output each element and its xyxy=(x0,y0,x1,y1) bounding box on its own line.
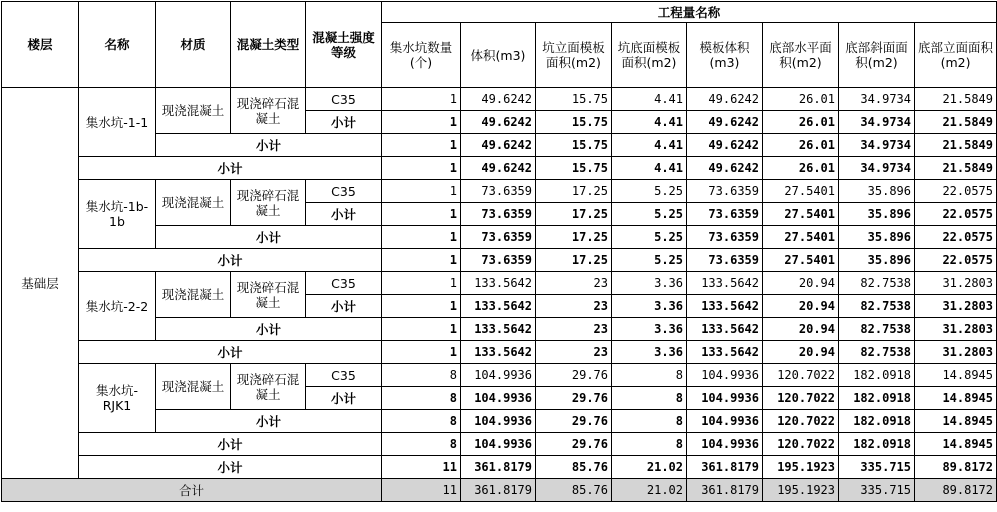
name-subtotal-value: 23 xyxy=(536,341,612,364)
grand-total-label: 合计 xyxy=(2,479,382,502)
name-subtotal-value: 3.36 xyxy=(612,341,687,364)
name-subtotal-value: 8 xyxy=(612,433,687,456)
name-subtotal-value: 34.9734 xyxy=(839,157,915,180)
strength-subtotal-value: 34.9734 xyxy=(839,111,915,134)
detail-value: 17.25 xyxy=(536,180,612,203)
detail-value: 20.94 xyxy=(763,272,839,295)
floor-subtotal-value: 11 xyxy=(382,456,461,479)
pit-name-cell: 集水坑-1-1 xyxy=(79,88,156,157)
material-subtotal-value: 3.36 xyxy=(612,318,687,341)
floor-subtotal-value: 89.8172 xyxy=(915,456,997,479)
name-subtotal-label: 小计 xyxy=(79,433,382,456)
floor-subtotal-label: 小计 xyxy=(79,456,382,479)
header-col-bottom-horizontal[interactable]: 底部水平面积(m2) xyxy=(763,23,839,88)
table-row xyxy=(2,456,997,479)
concrete-type-cell: 现浇碎石混凝土 xyxy=(231,364,306,410)
concrete-type-cell: 现浇碎石混凝土 xyxy=(231,88,306,134)
material-subtotal-value: 4.41 xyxy=(612,134,687,157)
detail-value: 82.7538 xyxy=(839,272,915,295)
table-row xyxy=(2,180,997,203)
pit-name-cell: 集水坑-2-2 xyxy=(79,272,156,341)
detail-value: 26.01 xyxy=(763,88,839,111)
name-subtotal-value: 26.01 xyxy=(763,157,839,180)
floor-subtotal-value: 195.1923 xyxy=(763,456,839,479)
name-subtotal-value: 35.896 xyxy=(839,249,915,272)
strength-cell: C35 xyxy=(306,180,382,203)
strength-subtotal-value: 133.5642 xyxy=(687,295,763,318)
floor-subtotal-value: 361.8179 xyxy=(687,456,763,479)
strength-subtotal-value: 4.41 xyxy=(612,111,687,134)
detail-value: 34.9734 xyxy=(839,88,915,111)
strength-subtotal-value: 17.25 xyxy=(536,203,612,226)
pit-name-cell: 集水坑-RJK1 xyxy=(79,364,156,433)
material-subtotal-value: 104.9936 xyxy=(461,410,536,433)
strength-subtotal-label: 小计 xyxy=(306,295,382,318)
strength-cell: C35 xyxy=(306,272,382,295)
material-subtotal-value: 29.76 xyxy=(536,410,612,433)
strength-subtotal-value: 3.36 xyxy=(612,295,687,318)
name-subtotal-value: 22.0575 xyxy=(915,249,997,272)
table-row xyxy=(2,341,997,364)
header-quantity-group[interactable]: 工程量名称 xyxy=(382,2,997,23)
name-subtotal-value: 73.6359 xyxy=(687,249,763,272)
material-subtotal-value: 73.6359 xyxy=(461,226,536,249)
detail-value: 104.9936 xyxy=(461,364,536,387)
name-subtotal-value: 49.6242 xyxy=(687,157,763,180)
material-subtotal-value: 1 xyxy=(382,226,461,249)
name-subtotal-value: 4.41 xyxy=(612,157,687,180)
strength-subtotal-value: 8 xyxy=(382,387,461,410)
name-subtotal-value: 1 xyxy=(382,249,461,272)
detail-value: 4.41 xyxy=(612,88,687,111)
material-subtotal-value: 49.6242 xyxy=(461,134,536,157)
table-row xyxy=(2,364,997,387)
detail-value: 27.5401 xyxy=(763,180,839,203)
material-subtotal-value: 14.8945 xyxy=(915,410,997,433)
name-subtotal-label: 小计 xyxy=(79,341,382,364)
material-subtotal-value: 8 xyxy=(382,410,461,433)
name-subtotal-value: 182.0918 xyxy=(839,433,915,456)
material-subtotal-value: 22.0575 xyxy=(915,226,997,249)
material-cell: 现浇混凝土 xyxy=(156,272,231,318)
name-subtotal-value: 133.5642 xyxy=(687,341,763,364)
detail-value: 104.9936 xyxy=(687,364,763,387)
material-cell: 现浇混凝土 xyxy=(156,364,231,410)
detail-value: 3.36 xyxy=(612,272,687,295)
strength-subtotal-value: 104.9936 xyxy=(687,387,763,410)
header-col-side-formwork[interactable]: 坑立面模板面积(m2) xyxy=(536,23,612,88)
header-col-bottom-formwork[interactable]: 坑底面模板面积(m2) xyxy=(612,23,687,88)
strength-subtotal-value: 49.6242 xyxy=(687,111,763,134)
floor-subtotal-value: 335.715 xyxy=(839,456,915,479)
strength-subtotal-value: 73.6359 xyxy=(687,203,763,226)
material-subtotal-label: 小计 xyxy=(156,226,382,249)
material-subtotal-value: 23 xyxy=(536,318,612,341)
strength-subtotal-label: 小计 xyxy=(306,203,382,226)
header-col-count[interactable]: 集水坑数量(个) xyxy=(382,23,461,88)
grand-total-value: 361.8179 xyxy=(687,479,763,502)
detail-value: 5.25 xyxy=(612,180,687,203)
table-row xyxy=(2,157,997,180)
material-subtotal-label: 小计 xyxy=(156,410,382,433)
detail-value: 21.5849 xyxy=(915,88,997,111)
name-subtotal-value: 104.9936 xyxy=(687,433,763,456)
grand-total-value: 335.715 xyxy=(839,479,915,502)
detail-value: 8 xyxy=(612,364,687,387)
detail-value: 31.2803 xyxy=(915,272,997,295)
material-subtotal-value: 1 xyxy=(382,318,461,341)
strength-cell: C35 xyxy=(306,364,382,387)
strength-subtotal-value: 133.5642 xyxy=(461,295,536,318)
strength-subtotal-value: 49.6242 xyxy=(461,111,536,134)
name-subtotal-value: 27.5401 xyxy=(763,249,839,272)
floor-subtotal-value: 361.8179 xyxy=(461,456,536,479)
material-subtotal-value: 21.5849 xyxy=(915,134,997,157)
grand-total-value: 195.1923 xyxy=(763,479,839,502)
material-subtotal-label: 小计 xyxy=(156,134,382,157)
strength-subtotal-value: 1 xyxy=(382,295,461,318)
floor-cell: 基础层 xyxy=(2,88,79,479)
material-subtotal-value: 182.0918 xyxy=(839,410,915,433)
material-subtotal-value: 8 xyxy=(612,410,687,433)
strength-subtotal-value: 8 xyxy=(612,387,687,410)
name-subtotal-value: 29.76 xyxy=(536,433,612,456)
name-subtotal-value: 104.9936 xyxy=(461,433,536,456)
grand-total-value: 11 xyxy=(382,479,461,502)
material-subtotal-value: 20.94 xyxy=(763,318,839,341)
detail-value: 35.896 xyxy=(839,180,915,203)
header-col-volume[interactable]: 体积(m3) xyxy=(461,23,536,88)
detail-value: 73.6359 xyxy=(687,180,763,203)
name-subtotal-value: 5.25 xyxy=(612,249,687,272)
strength-subtotal-value: 23 xyxy=(536,295,612,318)
name-subtotal-value: 73.6359 xyxy=(461,249,536,272)
detail-value: 73.6359 xyxy=(461,180,536,203)
name-subtotal-value: 82.7538 xyxy=(839,341,915,364)
strength-subtotal-value: 1 xyxy=(382,203,461,226)
header-col-bottom-slope[interactable]: 底部斜面面积(m2) xyxy=(839,23,915,88)
name-subtotal-value: 1 xyxy=(382,341,461,364)
detail-value: 49.6242 xyxy=(461,88,536,111)
material-subtotal-value: 49.6242 xyxy=(687,134,763,157)
name-subtotal-value: 133.5642 xyxy=(461,341,536,364)
detail-value: 22.0575 xyxy=(915,180,997,203)
detail-value: 120.7022 xyxy=(763,364,839,387)
strength-subtotal-value: 20.94 xyxy=(763,295,839,318)
strength-subtotal-label: 小计 xyxy=(306,387,382,410)
concrete-type-cell: 现浇碎石混凝土 xyxy=(231,180,306,226)
detail-value: 14.8945 xyxy=(915,364,997,387)
strength-subtotal-value: 15.75 xyxy=(536,111,612,134)
name-subtotal-label: 小计 xyxy=(79,157,382,180)
material-subtotal-value: 73.6359 xyxy=(687,226,763,249)
strength-subtotal-value: 14.8945 xyxy=(915,387,997,410)
name-subtotal-value: 1 xyxy=(382,157,461,180)
header-strength[interactable]: 混凝土强度等级 xyxy=(306,2,382,88)
header-col-formwork-volume[interactable]: 模板体积(m3) xyxy=(687,23,763,88)
detail-value: 1 xyxy=(382,180,461,203)
strength-subtotal-value: 21.5849 xyxy=(915,111,997,134)
name-subtotal-value: 21.5849 xyxy=(915,157,997,180)
detail-value: 23 xyxy=(536,272,612,295)
detail-value: 29.76 xyxy=(536,364,612,387)
header-material[interactable]: 材质 xyxy=(156,2,231,88)
strength-subtotal-value: 120.7022 xyxy=(763,387,839,410)
grand-total-value: 89.8172 xyxy=(915,479,997,502)
table-row xyxy=(2,249,997,272)
material-subtotal-value: 104.9936 xyxy=(687,410,763,433)
material-subtotal-value: 120.7022 xyxy=(763,410,839,433)
strength-subtotal-value: 22.0575 xyxy=(915,203,997,226)
grand-total-value: 361.8179 xyxy=(461,479,536,502)
material-cell: 现浇混凝土 xyxy=(156,88,231,134)
material-subtotal-label: 小计 xyxy=(156,318,382,341)
strength-subtotal-value: 31.2803 xyxy=(915,295,997,318)
strength-subtotal-value: 26.01 xyxy=(763,111,839,134)
detail-value: 8 xyxy=(382,364,461,387)
material-subtotal-value: 35.896 xyxy=(839,226,915,249)
name-subtotal-label: 小计 xyxy=(79,249,382,272)
name-subtotal-value: 120.7022 xyxy=(763,433,839,456)
detail-value: 49.6242 xyxy=(687,88,763,111)
grand-total-value: 85.76 xyxy=(536,479,612,502)
name-subtotal-value: 8 xyxy=(382,433,461,456)
material-subtotal-value: 26.01 xyxy=(763,134,839,157)
material-subtotal-value: 82.7538 xyxy=(839,318,915,341)
strength-subtotal-value: 1 xyxy=(382,111,461,134)
strength-subtotal-label: 小计 xyxy=(306,111,382,134)
detail-value: 133.5642 xyxy=(461,272,536,295)
strength-subtotal-value: 104.9936 xyxy=(461,387,536,410)
detail-value: 133.5642 xyxy=(687,272,763,295)
strength-subtotal-value: 182.0918 xyxy=(839,387,915,410)
detail-value: 182.0918 xyxy=(839,364,915,387)
material-subtotal-value: 31.2803 xyxy=(915,318,997,341)
strength-cell: C35 xyxy=(306,88,382,111)
table-row xyxy=(2,272,997,295)
name-subtotal-value: 20.94 xyxy=(763,341,839,364)
header-name[interactable]: 名称 xyxy=(79,2,156,88)
header-col-bottom-vertical[interactable]: 底部立面面积(m2) xyxy=(915,23,997,88)
strength-subtotal-value: 35.896 xyxy=(839,203,915,226)
header-concrete-type[interactable]: 混凝土类型 xyxy=(231,2,306,88)
strength-subtotal-value: 73.6359 xyxy=(461,203,536,226)
grand-total-value: 21.02 xyxy=(612,479,687,502)
floor-subtotal-value: 85.76 xyxy=(536,456,612,479)
material-subtotal-value: 133.5642 xyxy=(687,318,763,341)
material-subtotal-value: 1 xyxy=(382,134,461,157)
table-row xyxy=(2,88,997,111)
detail-value: 1 xyxy=(382,272,461,295)
material-subtotal-value: 5.25 xyxy=(612,226,687,249)
material-subtotal-value: 27.5401 xyxy=(763,226,839,249)
header-floor[interactable]: 楼层 xyxy=(2,2,79,88)
strength-subtotal-value: 29.76 xyxy=(536,387,612,410)
name-subtotal-value: 17.25 xyxy=(536,249,612,272)
detail-value: 15.75 xyxy=(536,88,612,111)
concrete-type-cell: 现浇碎石混凝土 xyxy=(231,272,306,318)
name-subtotal-value: 49.6242 xyxy=(461,157,536,180)
name-subtotal-value: 31.2803 xyxy=(915,341,997,364)
strength-subtotal-value: 5.25 xyxy=(612,203,687,226)
pit-name-cell: 集水坑-1b-1b xyxy=(79,180,156,249)
material-subtotal-value: 15.75 xyxy=(536,134,612,157)
material-subtotal-value: 133.5642 xyxy=(461,318,536,341)
grand-total-row xyxy=(2,479,997,502)
name-subtotal-value: 14.8945 xyxy=(915,433,997,456)
material-cell: 现浇混凝土 xyxy=(156,180,231,226)
floor-subtotal-value: 21.02 xyxy=(612,456,687,479)
material-subtotal-value: 34.9734 xyxy=(839,134,915,157)
strength-subtotal-value: 27.5401 xyxy=(763,203,839,226)
detail-value: 1 xyxy=(382,88,461,111)
table-row xyxy=(2,433,997,456)
material-subtotal-value: 17.25 xyxy=(536,226,612,249)
strength-subtotal-value: 82.7538 xyxy=(839,295,915,318)
name-subtotal-value: 15.75 xyxy=(536,157,612,180)
quantity-report-table xyxy=(1,1,997,502)
